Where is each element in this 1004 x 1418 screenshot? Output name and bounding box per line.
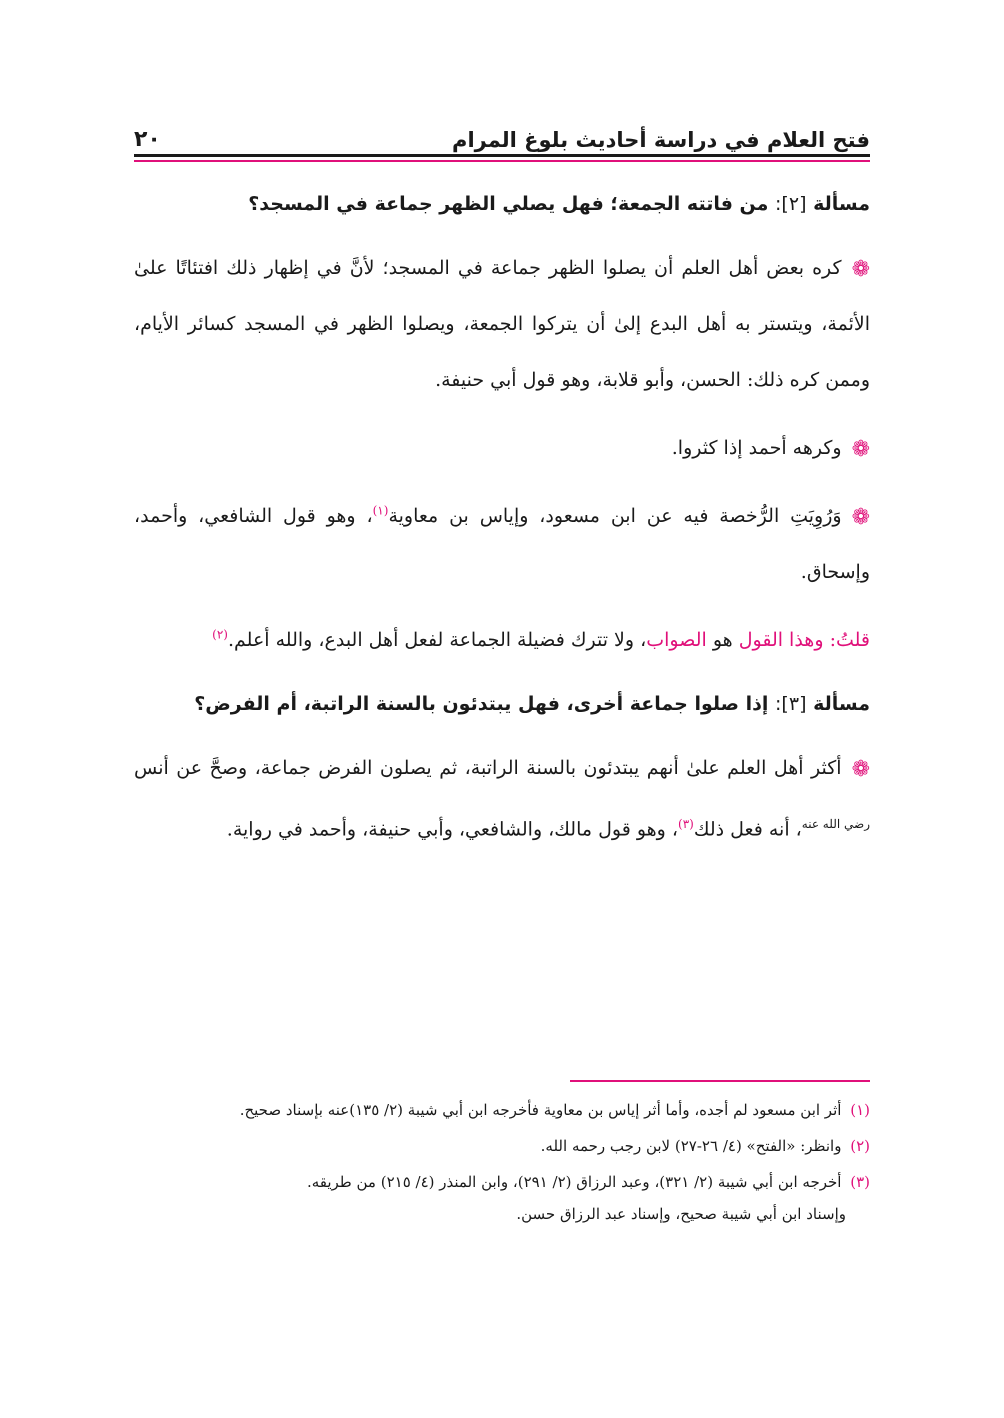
footnotes <box>134 1094 870 1234</box>
footnote-ref-2[interactable]: (٢) <box>212 627 228 642</box>
paragraph-text: كره بعض أهل العلم أن يصلوا الظهر جماعة في المسجد؛ لأنَّ في إظهار ذلك افتئاتًا علىٰ الأئمة، ويتستر به أهل البدع إلىٰ أن يتركوا الجمعة، ويصلوا الظهر في المسجد كسائر الأيام، وممن كره ذلك: الحسن، وأبو قلابة، وهو قول أبي حنيفة. <box>134 257 870 391</box>
paragraph-text: ، وهو قول الشافعي، وأحمد، وإسحاق. <box>134 505 870 583</box>
footnote-text-continued: وإسناد ابن أبي شيبة صحيح، وإسناد عبد الرزاق حسن. <box>516 1205 846 1223</box>
paragraph-1 <box>134 240 870 408</box>
paragraph-text: ، وهو قول مالك، والشافعي، وأبي حنيفة، وأحمد في رواية. <box>226 818 679 841</box>
footnote-text: أثر ابن مسعود لم أجده، وأما أثر إياس بن معاوية فأخرجه ابن أبي شيبة (٢/ ١٣٥)عنه بإسناد صحيح. <box>239 1101 842 1119</box>
footnote-3 <box>134 1166 870 1230</box>
paragraph-2 <box>134 420 870 476</box>
running-header <box>134 118 870 152</box>
footnote-2 <box>134 1130 870 1162</box>
footnote-number: (١) <box>850 1101 870 1119</box>
issue-label: مسألة <box>813 693 870 715</box>
paragraph-text: ، ولا تترك فضيلة الجماعة لفعل أهل البدع، والله أعلم. <box>227 629 647 651</box>
issue-number: [٢]: <box>775 193 807 215</box>
issue-heading-2 <box>134 176 870 232</box>
flower-bullet-icon: ❁ <box>851 757 870 782</box>
paragraph-text: هو <box>712 629 733 651</box>
main-text <box>134 176 870 857</box>
qult-label: قلتُ: <box>829 629 870 651</box>
flower-bullet-icon: ❁ <box>851 257 870 282</box>
book-title: فتح العلام في دراسة أحاديث بلوغ المرام <box>452 128 870 152</box>
honorific-ligature: رضي الله عنه <box>801 817 870 831</box>
issue-question: من فاتته الجمعة؛ فهل يصلي الظهر جماعة في المسجد؟ <box>248 193 769 215</box>
footnote-number: (٢) <box>850 1137 870 1155</box>
flower-bullet-icon: ❁ <box>851 505 870 530</box>
footnote-text: وانظر: «الفتح» (٤/ ٢٦-٢٧) لابن رجب رحمه الله. <box>540 1137 842 1155</box>
issue-number: [٣]: <box>775 693 807 715</box>
page-number: ٢٠ <box>134 127 161 152</box>
footnote-1 <box>134 1094 870 1126</box>
paragraph-text: ، أنه فعل ذلك <box>693 818 802 841</box>
highlight-sawab: الصواب <box>646 629 707 651</box>
paragraph-5 <box>134 740 870 857</box>
paragraph-3 <box>134 488 870 600</box>
paragraph-text: أكثر أهل العلم علىٰ أنهم يبتدئون بالسنة الراتبة، ثم يصلون الفرض جماعة، وصحَّ عن أنس <box>134 757 842 779</box>
issue-question: إذا صلوا جماعة أخرى، فهل يبتدئون بالسنة الراتبة، أم الفرض؟ <box>194 693 769 715</box>
paragraph-text: وكرهه أحمد إذا كثروا. <box>671 437 842 459</box>
footnote-separator <box>570 1080 870 1082</box>
header-rule-black <box>134 154 870 157</box>
footnote-ref-1[interactable]: (١) <box>372 503 389 518</box>
issue-label: مسألة <box>813 193 870 215</box>
issue-heading-3 <box>134 676 870 732</box>
highlight-hadha: وهذا القول <box>738 629 824 651</box>
paragraph-text: وَرُوِيَتِ الرُّخصة فيه عن ابن مسعود، وإياس بن معاوية <box>388 505 842 527</box>
paragraph-4-comment <box>134 612 870 668</box>
footnote-number: (٣) <box>850 1173 870 1191</box>
header-rule-pink <box>134 160 870 162</box>
footnote-ref-3[interactable]: (٣) <box>678 817 694 831</box>
flower-bullet-icon: ❁ <box>851 437 870 462</box>
footnote-text: أخرجه ابن أبي شيبة (٢/ ٣٢١)، وعبد الرزاق (٢/ ٢٩١)، وابن المنذر (٤/ ٢١٥) من طريقه. <box>306 1173 842 1191</box>
